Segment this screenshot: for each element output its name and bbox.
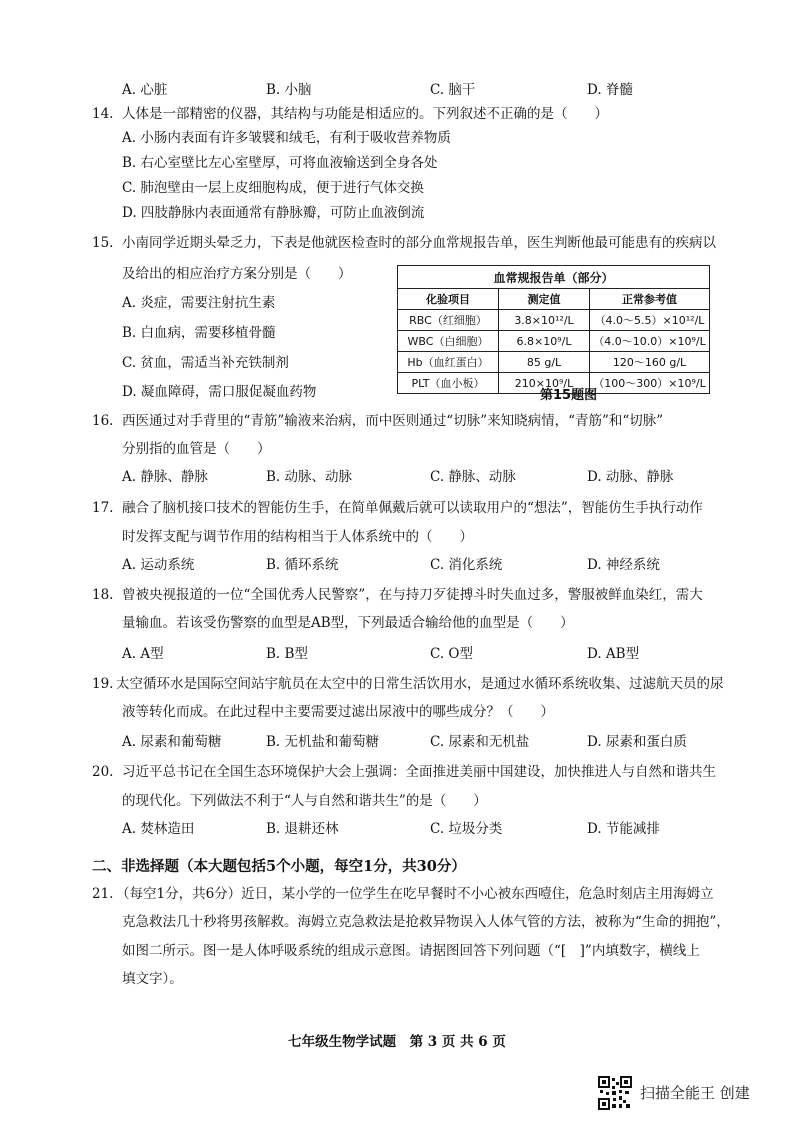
- q16-option-a: A. 静脉、静脉: [122, 469, 208, 485]
- q17-option-c: C. 消化系统: [430, 557, 503, 573]
- blood-table-row: [398, 310, 710, 331]
- q14-option-c: C. 肺泡壁由一层上皮细胞构成，便于进行气体交换: [122, 180, 424, 196]
- q21-stem-line4: 填文字）。: [122, 971, 183, 987]
- blood-table-row: [398, 331, 710, 352]
- blood-table-header-item: 化验项目: [398, 289, 499, 310]
- q17-option-b: B. 循环系统: [266, 557, 339, 573]
- q15-option-c: C. 贫血，需适当补充铁制剂: [122, 355, 289, 371]
- section-2-title: 二、非选择题（本大题包括5个小题，每空1分，共30分）: [92, 858, 466, 875]
- q18-option-a: A. A型: [122, 646, 164, 662]
- q18-option-c: C. O型: [430, 646, 473, 662]
- q16-option-b: B. 动脉、动脉: [266, 469, 353, 485]
- q15-figure-caption: 第15题图: [540, 388, 598, 403]
- q14-option-a: A. 小肠内表面有许多皱襞和绒毛，有利于吸收营养物质: [122, 130, 451, 146]
- blood-table-cell: 120～160 g/L: [590, 352, 710, 373]
- scanner-brand-text: 扫描全能王 创建: [640, 1084, 750, 1102]
- q13-option-b: B. 小脑: [266, 82, 312, 98]
- q17-option-d: D. 神经系统: [587, 557, 660, 573]
- q16-stem-line1: 西医通过对手背里的“青筋”输液来治病，而中医则通过“切脉”来知晓病情，“青筋”和“切脉”: [122, 413, 664, 429]
- blood-table-cell: 85 g/L: [499, 352, 590, 373]
- q20-stem-line2: 的现代化。下列做法不利于“人与自然和谐共生”的是（ ）: [122, 793, 487, 809]
- q19-stem-line2: 液等转化而成。在此过程中主要需要过滤出尿液中的哪些成分？（ ）: [122, 704, 554, 720]
- blood-table-row: [398, 352, 710, 373]
- q16-stem-line2: 分别指的血管是（ ）: [122, 441, 271, 457]
- blood-report-table: [397, 265, 710, 394]
- q19-option-d: D. 尿素和蛋白质: [587, 734, 687, 750]
- q20-number: 20.: [92, 764, 114, 780]
- q20-option-c: C. 垃圾分类: [430, 821, 503, 837]
- q14-stem: 人体是一部精密的仪器，其结构与功能是相适应的。下列叙述不正确的是（ ）: [122, 106, 608, 122]
- q18-option-b: B. B型: [266, 646, 308, 662]
- page-footer: 七年级生物学试题 第 3 页 共 6 页: [288, 1034, 506, 1050]
- q18-option-d: D. AB型: [587, 646, 640, 662]
- q15-stem-line1: 小南同学近期头晕乏力，下表是他就医检查时的部分血常规报告单，医生判断他最可能患有的疾病以: [122, 235, 716, 251]
- blood-table-cell: 6.8×10⁹/L: [499, 331, 590, 352]
- q20-option-d: D. 节能减排: [587, 821, 660, 837]
- blood-table-cell: RBC（红细胞）: [398, 310, 499, 331]
- q18-stem-line1: 曾被央视报道的一位“全国优秀人民警察”，在与持刀歹徒搏斗时失血过多，警服被鲜血染红，需大: [122, 587, 703, 603]
- blood-table-cell: PLT（血小板）: [398, 373, 499, 394]
- q21-stem-line1: （每空1分，共6分）近日，某小学的一位学生在吃早餐时不小心被东西噎住，危急时刻店主用海姆立: [116, 886, 714, 902]
- qr-code-icon: [598, 1076, 632, 1110]
- q15-option-d: D. 凝血障碍，需口服促凝血药物: [122, 384, 317, 400]
- q14-option-b: B. 右心室壁比左心室壁厚，可将血液输送到全身各处: [122, 155, 438, 171]
- q21-stem-line3: 如图二所示。图一是人体呼吸系统的组成示意图。请据图回答下列问题（“[ ]”内填数字，横线上: [122, 943, 700, 959]
- q15-stem-line2: 及给出的相应治疗方案分别是（ ）: [122, 266, 352, 282]
- q19-number: 19.: [92, 676, 114, 692]
- q13-option-c: C. 脑干: [430, 82, 476, 98]
- q16-option-c: C. 静脉、动脉: [430, 469, 516, 485]
- q19-option-b: B. 无机盐和葡萄糖: [266, 734, 380, 750]
- q13-option-d: D. 脊髓: [587, 82, 633, 98]
- q13-option-a: A. 心脏: [122, 82, 168, 98]
- blood-table-cell: 3.8×10¹²/L: [499, 310, 590, 331]
- q15-number: 15.: [92, 235, 114, 251]
- q15-option-b: B. 白血病，需要移植骨髓: [122, 325, 276, 341]
- blood-table-cell: WBC（白细胞）: [398, 331, 499, 352]
- blood-table-header-value: 测定值: [499, 289, 590, 310]
- q14-number: 14.: [92, 106, 114, 122]
- q19-stem-line1: 太空循环水是国际空间站宇航员在太空中的日常生活饮用水，是通过水循环系统收集、过滤航天员的尿: [116, 676, 724, 692]
- blood-table-cell: （4.0～10.0）×10⁹/L: [590, 331, 710, 352]
- q19-option-a: A. 尿素和葡萄糖: [122, 734, 222, 750]
- q17-option-a: A. 运动系统: [122, 557, 195, 573]
- blood-table-header-reference: 正常参考值: [590, 289, 710, 310]
- q18-stem-line2: 量输血。若该受伤警察的血型是AB型，下列最适合输给他的血型是（ ）: [122, 615, 574, 631]
- q20-option-b: B. 退耕还林: [266, 821, 339, 837]
- q21-stem-line2: 克急救法几十秒将男孩解救。海姆立克急救法是抢救异物误入人体气管的方法，被称为“生命的拥抱”，: [122, 914, 730, 930]
- q16-number: 16.: [92, 413, 114, 429]
- blood-table-cell: Hb（血红蛋白）: [398, 352, 499, 373]
- q16-option-d: D. 动脉、静脉: [587, 469, 674, 485]
- blood-table-cell: 210×10⁹/L: [499, 373, 590, 394]
- q14-option-d: D. 四肢静脉内表面通常有静脉瓣，可防止血液倒流: [122, 205, 425, 221]
- blood-table-cell: （100～300）×10⁹/L: [590, 373, 710, 394]
- q17-stem-line2: 时发挥支配与调节作用的结构相当于人体系统中的（ ）: [122, 529, 473, 545]
- q20-stem-line1: 习近平总书记在全国生态环境保护大会上强调：全面推进美丽中国建设，加快推进人与自然和谐共生: [122, 764, 716, 780]
- q20-option-a: A. 焚林造田: [122, 821, 195, 837]
- q17-stem-line1: 融合了脑机接口技术的智能仿生手，在简单佩戴后就可以读取用户的“想法”，智能仿生手执行动作: [122, 500, 703, 516]
- q17-number: 17.: [92, 500, 114, 516]
- blood-table-title: 血常规报告单（部分）: [398, 266, 710, 289]
- blood-table-cell: （4.0～5.5）×10¹²/L: [590, 310, 710, 331]
- q19-option-c: C. 尿素和无机盐: [430, 734, 530, 750]
- q15-option-a: A. 炎症，需要注射抗生素: [122, 295, 276, 311]
- q21-number: 21.: [92, 886, 114, 902]
- q18-number: 18.: [92, 587, 114, 603]
